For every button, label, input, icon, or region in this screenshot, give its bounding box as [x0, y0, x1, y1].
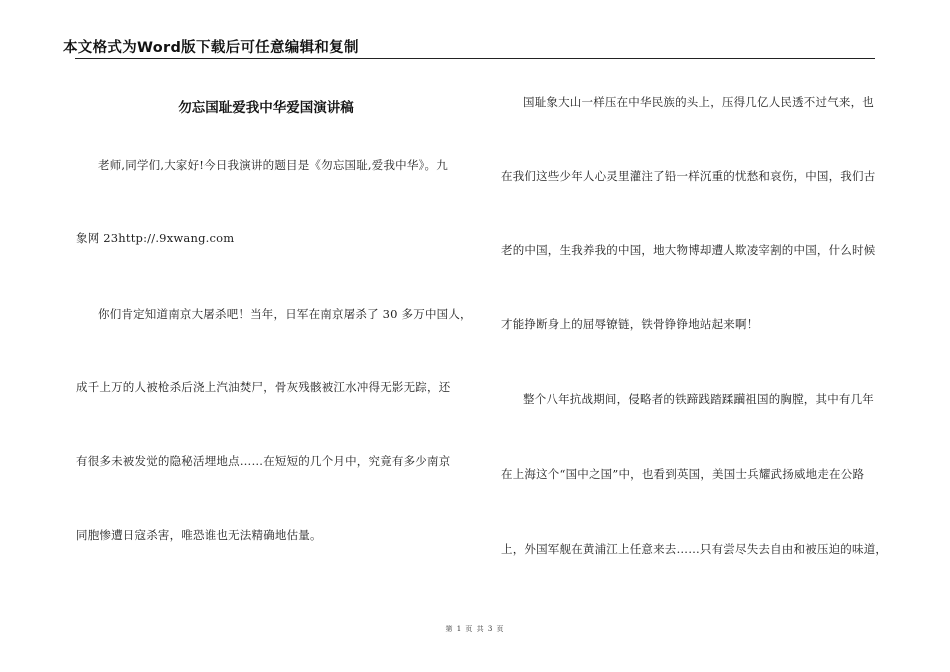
paragraph-line: 同胞惨遭日寇杀害，唯恐谁也无法精确地估量。 — [76, 528, 322, 542]
paragraph-line: 才能挣断身上的屈辱镣链，铁骨铮铮地站起来啊！ — [501, 317, 759, 331]
paragraph-line: 在我们这些少年人心灵里灌注了铅一样沉重的忧愁和哀伤，中国，我们古 — [501, 169, 876, 183]
paragraph-line: 有很多未被发觉的隐秘活埋地点……在短短的几个月中，究竟有多少南京 — [76, 454, 451, 468]
header-text: 本文格式为Word版下载后可任意编辑和复制 — [63, 40, 359, 56]
paragraph-line: 象网 23http://.9xwang.com — [76, 231, 235, 245]
paragraph-line: 老的中国，生我养我的中国，地大物博却遭人欺凌宰割的中国，什么时候 — [501, 243, 876, 257]
paragraph-line: 国耻象大山一样压在中华民族的头上，压得几亿人民透不过气来，也 — [523, 95, 874, 109]
paragraph-line: 在上海这个“国中之国”中，也看到英国，美国士兵耀武扬威地走在公路 — [501, 467, 865, 481]
page-number: 第 1 页 共 3 页 — [445, 625, 505, 633]
page-header — [63, 30, 875, 59]
document-title: 勿忘国耻爱我中华爱国演讲稿 — [178, 100, 354, 116]
paragraph-line: 你们肯定知道南京大屠杀吧！当年，日军在南京屠杀了 30 多万中国人， — [98, 307, 472, 321]
paragraph-line: 老师,同学们,大家好!今日我演讲的题目是《勿忘国耻,爱我中华》。九 — [98, 158, 448, 172]
paragraph-line: 成千上万的人被枪杀后浇上汽油焚尸，骨灰残骸被江水冲得无影无踪，还 — [76, 380, 451, 394]
paragraph-line: 上，外国军舰在黄浦江上任意来去……只有尝尽失去自由和被压迫的味道， — [501, 542, 888, 556]
paragraph-line: 整个八年抗战期间，侵略者的铁蹄践踏蹂躏祖国的胸膛，其中有几年 — [523, 392, 874, 406]
